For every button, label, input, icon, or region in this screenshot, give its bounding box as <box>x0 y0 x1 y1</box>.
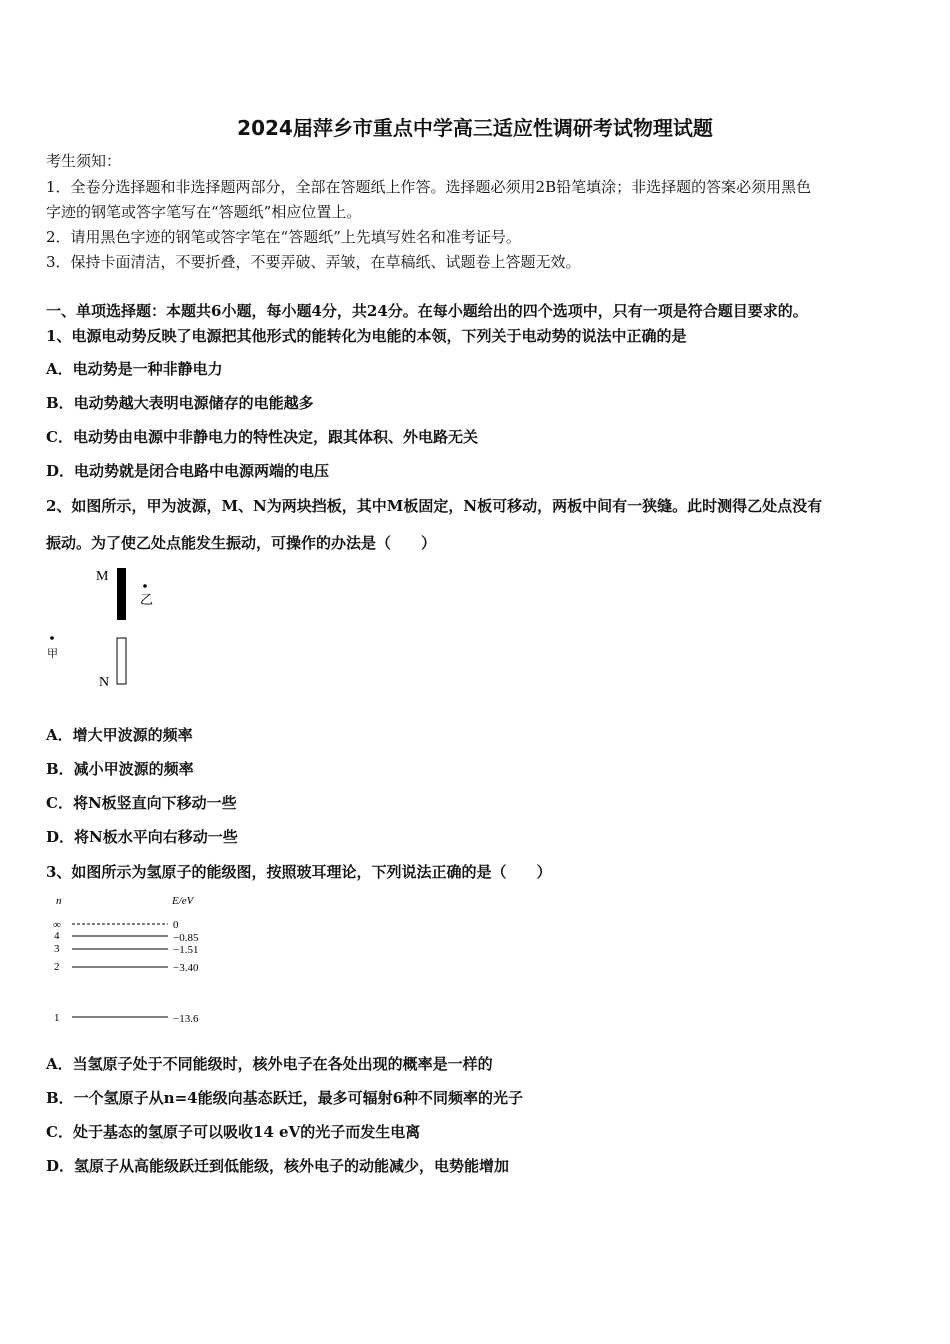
level-e-2: −3.40 <box>173 962 199 974</box>
notice-heading: 考生须知： <box>46 152 122 170</box>
level-n-3: 3 <box>54 943 60 955</box>
n-axis-label: n <box>56 895 62 907</box>
label-n: N <box>99 675 110 690</box>
q2-option-b: B．减小甲波源的频率 <box>46 760 194 778</box>
level-e-inf: 0 <box>173 919 179 931</box>
energy-level-diagram <box>46 890 226 1030</box>
q1-option-c: C．电动势由电源中非静电力的特性决定，跟其体积、外电路无关 <box>46 428 478 446</box>
level-e-4: −0.85 <box>173 932 199 944</box>
point-yi-dot <box>143 584 147 588</box>
label-m: M <box>96 569 109 584</box>
q2-stem-b: 振动。为了使乙处点能发生振动，可操作的办法是（ ） <box>46 534 437 552</box>
level-n-4: 4 <box>54 930 60 942</box>
q3-option-c: C．处于基态的氢原子可以吸收14 eV的光子而发生电离 <box>46 1123 421 1141</box>
q3-option-d: D．氢原子从高能级跃迁到低能级，核外电子的动能减少，电势能增加 <box>46 1157 510 1175</box>
q2-option-a: A．增大甲波源的频率 <box>46 726 193 744</box>
level-e-3: −1.51 <box>173 944 199 956</box>
label-jia: 甲 <box>47 648 58 660</box>
q1-stem: 1、电源电动势反映了电源把其他形式的能转化为电能的本领，下列关于电动势的说法中正确的是 <box>46 327 687 345</box>
q3-option-b: B．一个氢原子从n=4能级向基态跃迁，最多可辐射6种不同频率的光子 <box>46 1089 524 1107</box>
wave-barrier-figure <box>40 562 180 692</box>
section-heading: 一、单项选择题：本题共6小题，每小题4分，共24分。在每小题给出的四个选项中，只有一项是符合题目要求的。 <box>46 302 808 320</box>
notice-item-1a: 1．全卷分选择题和非选择题两部分，全部在答题纸上作答。选择题必须用2B铅笔填涂；非选择题的答案必须用黑色 <box>46 178 812 196</box>
q1-option-b: B．电动势越大表明电源储存的电能越多 <box>46 394 314 412</box>
q2-option-d: D．将N板水平向右移动一些 <box>46 828 238 846</box>
q3-stem: 3、如图所示为氢原子的能级图，按照玻耳理论，下列说法正确的是（ ） <box>46 863 552 881</box>
q2-stem-a: 2、如图所示，甲为波源，M、N为两块挡板，其中M板固定，N板可移动，两板中间有一狭缝。此时测得乙处点没有 <box>46 497 823 515</box>
level-e-1: −13.6 <box>173 1013 199 1025</box>
q1-option-d: D．电动势就是闭合电路中电源两端的电压 <box>46 462 330 480</box>
notice-item-3: 3．保持卡面清洁，不要折叠，不要弄破、弄皱，在草稿纸、试题卷上答题无效。 <box>46 253 581 271</box>
point-jia-dot <box>50 636 54 640</box>
notice-item-1b: 字迹的钢笔或答字笔写在“答题纸”相应位置上。 <box>46 203 362 221</box>
energy-axis-label: E/eV <box>172 895 194 907</box>
page-title: 2024届萍乡市重点中学高三适应性调研考试物理试题 <box>237 116 713 140</box>
barrier-m <box>117 568 126 620</box>
level-n-1: 1 <box>54 1012 60 1024</box>
q3-option-a: A．当氢原子处于不同能级时，核外电子在各处出现的概率是一样的 <box>46 1055 493 1073</box>
barrier-n <box>117 638 126 684</box>
notice-item-2: 2．请用黑色字迹的钢笔或答字笔在“答题纸”上先填写姓名和准考证号。 <box>46 228 521 246</box>
level-n-2: 2 <box>54 961 60 973</box>
q1-option-a: A．电动势是一种非静电力 <box>46 360 223 378</box>
q2-option-c: C．将N板竖直向下移动一些 <box>46 794 237 812</box>
label-yi: 乙 <box>140 592 154 607</box>
level-n-inf: ∞ <box>53 919 61 931</box>
